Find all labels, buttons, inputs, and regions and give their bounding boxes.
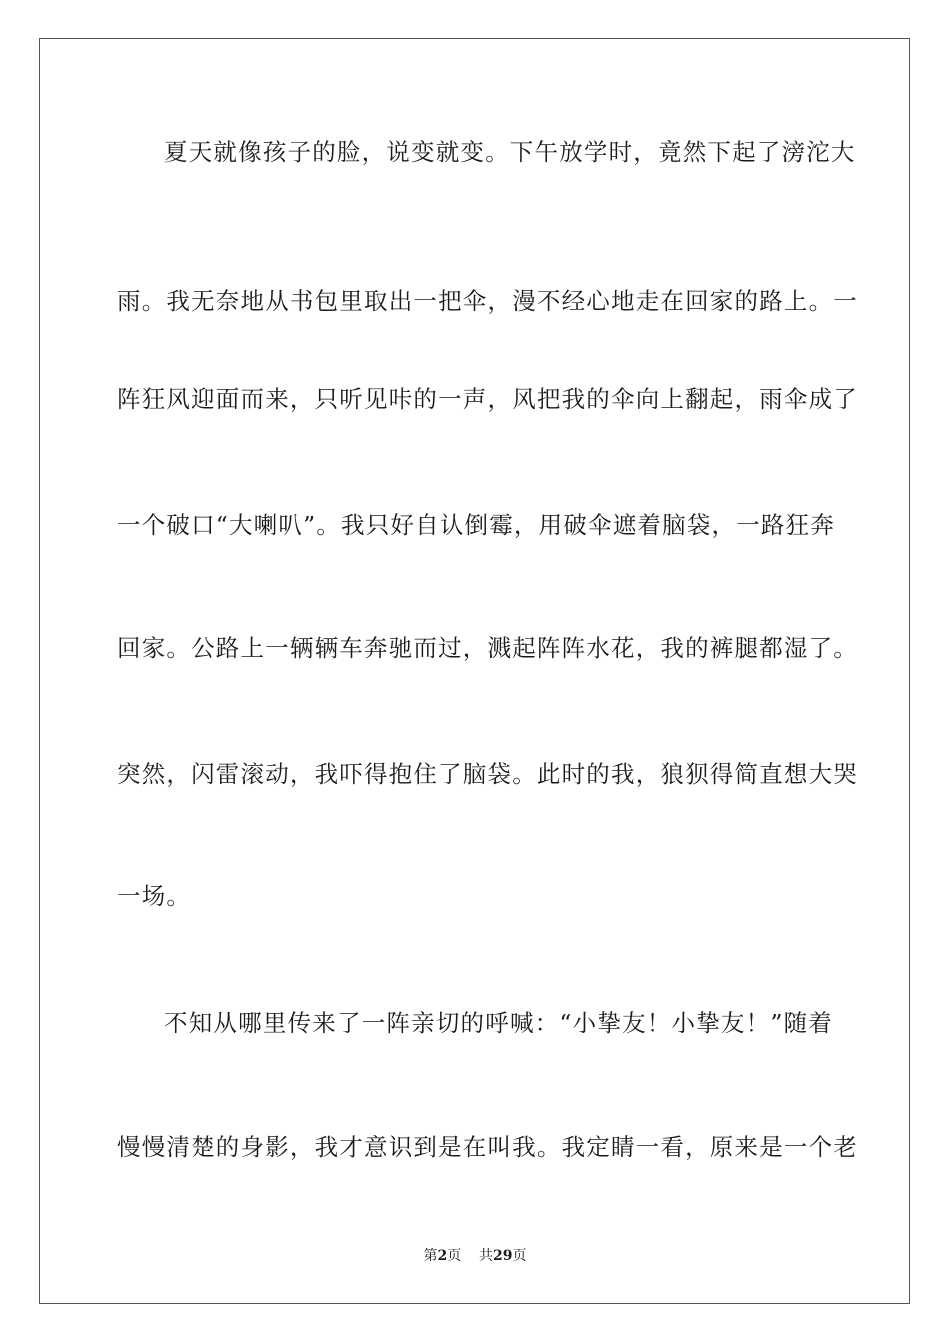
- page-suffix: 页: [447, 1248, 462, 1264]
- paragraph-1-line-5: 回家。公路上一辆辆车奔驰而过，溅起阵阵水花，我的裤腿都湿了。: [117, 634, 858, 662]
- paragraph-1-line-4: 一个破口“大喇叭”。我只好自认倒霉，用破伞遮着脑袋，一路狂奔: [117, 511, 836, 539]
- total-pages: 29: [493, 1248, 513, 1264]
- paragraph-2-line-2: 慢慢清楚的身影，我才意识到是在叫我。我定睛一看，原来是一个老: [117, 1133, 858, 1161]
- page-border: [39, 38, 910, 1304]
- page-prefix: 第: [423, 1248, 438, 1264]
- page-footer: [0, 1246, 950, 1266]
- paragraph-1-line-3: 阵狂风迎面而来，只听见咔的一声，风把我的伞向上翻起，雨伞成了: [117, 385, 858, 413]
- paragraph-2-line-1: 不知从哪里传来了一阵亲切的呼喊：“小挚友！小挚友！”随着: [164, 1009, 833, 1037]
- page-number: 2: [437, 1248, 448, 1264]
- paragraph-1-line-7: 一场。: [117, 882, 192, 910]
- total-prefix: 共: [479, 1248, 494, 1264]
- paragraph-1-line-6: 突然，闪雷滚动，我吓得抱住了脑袋。此时的我，狼狈得简直想大哭: [117, 760, 858, 788]
- paragraph-1-line-1: 夏天就像孩子的脸，说变就变。下午放学时，竟然下起了滂沱大: [164, 138, 856, 166]
- paragraph-1-line-2: 雨。我无奈地从书包里取出一把伞，漫不经心地走在回家的路上。一: [117, 287, 858, 315]
- total-suffix: 页: [512, 1248, 527, 1264]
